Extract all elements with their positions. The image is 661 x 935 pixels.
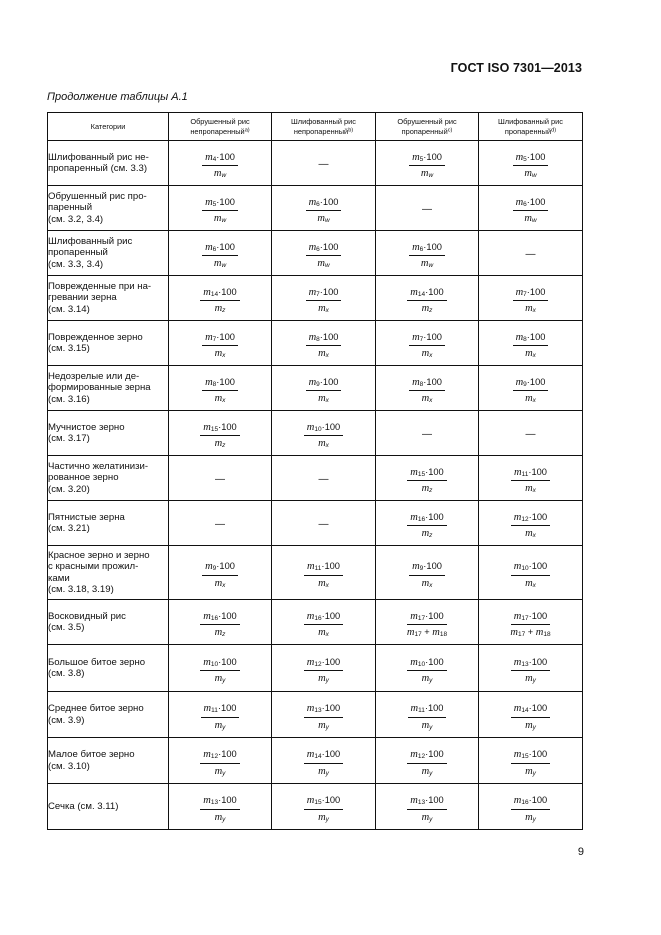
fraction-denominator: $m_{17} + m_{18}$ — [406, 627, 448, 638]
empty-dash: — — [525, 249, 536, 260]
fraction-denominator: $m_x$ — [525, 483, 536, 494]
fraction — [200, 612, 239, 639]
fraction-denominator: $m_x$ — [214, 348, 226, 359]
formula-cell — [479, 546, 583, 600]
table-row — [48, 186, 583, 231]
formula-cell — [272, 784, 376, 830]
formula-cell — [376, 321, 479, 366]
fraction-numerator: $m_7\cdot 100$ — [409, 333, 445, 347]
fraction-numerator: $m_{10}\cdot 100$ — [407, 658, 446, 672]
fraction — [409, 378, 445, 405]
fraction — [407, 468, 446, 495]
fraction-denominator: $m_w$ — [420, 258, 434, 269]
fraction-denominator: $m_x$ — [421, 393, 433, 404]
fraction — [407, 658, 446, 685]
formula-cell — [169, 186, 272, 231]
formula-cell — [272, 546, 376, 600]
table-row — [48, 231, 583, 276]
fraction — [407, 288, 446, 315]
fraction — [513, 198, 549, 225]
table-body — [48, 141, 583, 830]
category-cell: Обрушенный рис про- паренный (см. 3.2, 3.4) — [48, 186, 169, 231]
fraction-numerator: $m_9\cdot 100$ — [409, 562, 445, 576]
formula-cell — [376, 141, 479, 186]
fraction — [306, 288, 342, 315]
table-row — [48, 645, 583, 692]
fraction-denominator: $m_z$ — [421, 303, 433, 314]
header-col-1: Обрушенный рис непропаренный$^{а)}$ — [169, 113, 272, 141]
fraction-denominator: $m_y$ — [214, 719, 226, 731]
formula-cell — [169, 501, 272, 546]
fraction — [306, 243, 342, 270]
formula-cell — [376, 456, 479, 501]
fraction-denominator: $m_y$ — [214, 811, 226, 823]
fraction-numerator: $m_{14}\cdot 100$ — [511, 704, 550, 718]
fraction-denominator: $m_w$ — [213, 213, 227, 224]
fraction — [304, 562, 343, 589]
formula-cell — [169, 231, 272, 276]
fraction-numerator: $m_4\cdot 100$ — [202, 153, 238, 167]
category-cell: Поврежденное зерно (см. 3.15) — [48, 321, 169, 366]
fraction-numerator: $m_9\cdot 100$ — [202, 562, 238, 576]
fraction-numerator: $m_{11}\cdot 100$ — [304, 562, 343, 576]
fraction — [304, 704, 343, 731]
fraction-denominator: $m_w$ — [317, 213, 330, 224]
fraction-numerator: $m_6\cdot 100$ — [513, 198, 549, 212]
fraction-numerator: $m_{14}\cdot 100$ — [304, 750, 343, 764]
header-col-4: Шлифованный рис пропаренный$^{d)}$ — [479, 113, 583, 141]
fraction-numerator: $m_{16}\cdot 100$ — [511, 796, 550, 810]
formula-cell — [169, 645, 272, 692]
fraction — [511, 750, 550, 777]
fraction-numerator: $m_{17}\cdot 100$ — [407, 612, 446, 626]
formula-cell — [479, 784, 583, 830]
fraction-numerator: $m_{11}\cdot 100$ — [201, 704, 240, 718]
fraction-numerator: $m_{15}\cdot 100$ — [407, 468, 446, 482]
page-number: 9 — [577, 846, 584, 858]
category-cell: Среднее битое зерно (см. 3.9) — [48, 692, 169, 738]
category-cell: Поврежденные при на- гревании зерна (см. 3.14) — [48, 276, 169, 321]
formula-cell — [376, 784, 479, 830]
fraction-denominator: $m_z$ — [214, 303, 226, 314]
fraction — [304, 750, 343, 777]
empty-dash: — — [215, 519, 225, 530]
fraction-numerator: $m_{13}\cdot 100$ — [304, 704, 343, 718]
formula-cell — [169, 546, 272, 600]
fraction-numerator: $m_8\cdot 100$ — [202, 378, 238, 392]
fraction-denominator: $m_y$ — [421, 719, 433, 731]
fraction-numerator: $m_5\cdot 100$ — [513, 153, 549, 167]
fraction-denominator: $m_x$ — [421, 577, 433, 589]
table-row — [48, 411, 583, 456]
fraction-numerator: $m_6\cdot 100$ — [306, 198, 342, 212]
header-categories: Категории — [48, 113, 169, 141]
fraction-numerator: $m_5\cdot 100$ — [202, 198, 238, 212]
fraction-denominator: $m_y$ — [525, 765, 536, 777]
table-row — [48, 501, 583, 546]
fraction — [200, 750, 239, 777]
fraction-denominator: $m_z$ — [214, 438, 226, 449]
fraction — [513, 153, 549, 180]
category-cell: Мучнистое зерно (см. 3.17) — [48, 411, 169, 456]
fraction-denominator: $m_w$ — [524, 213, 537, 224]
empty-dash: — — [215, 474, 225, 485]
formula-cell — [479, 321, 583, 366]
fraction — [306, 378, 342, 405]
category-cell: Сечка (см. 3.11) — [48, 784, 169, 830]
fraction-numerator: $m_{15}\cdot 100$ — [511, 750, 550, 764]
fraction — [202, 153, 238, 180]
fraction-denominator: $m_y$ — [214, 673, 226, 684]
formula-cell — [169, 738, 272, 784]
fraction — [200, 288, 239, 315]
fraction-numerator: $m_{10}\cdot 100$ — [304, 423, 343, 437]
fraction — [409, 153, 445, 180]
category-cell: Восковидный рис (см. 3.5) — [48, 600, 169, 645]
fraction-denominator: $m_x$ — [214, 393, 226, 404]
fraction — [304, 612, 343, 639]
fraction-numerator: $m_6\cdot 100$ — [306, 243, 342, 257]
formula-table — [47, 112, 583, 830]
fraction-numerator: $m_{12}\cdot 100$ — [511, 513, 550, 527]
fraction — [513, 288, 549, 315]
formula-cell — [376, 692, 479, 738]
fraction-denominator: $m_z$ — [214, 627, 226, 638]
formula-cell — [376, 276, 479, 321]
table-row — [48, 784, 583, 830]
fraction — [202, 333, 238, 360]
fraction — [408, 704, 447, 731]
fraction — [511, 468, 550, 495]
fraction-denominator: $m_w$ — [317, 258, 330, 269]
fraction-denominator: $m_x$ — [318, 348, 329, 359]
fraction-denominator: $m_w$ — [213, 258, 227, 269]
formula-cell — [376, 411, 479, 456]
category-cell: Шлифованный рис пропаренный (см. 3.3, 3.4) — [48, 231, 169, 276]
formula-cell — [272, 366, 376, 411]
fraction-denominator: $m_x$ — [525, 528, 536, 539]
fraction-denominator: $m_y$ — [318, 811, 329, 823]
fraction-numerator: $m_{11}\cdot 100$ — [408, 704, 447, 718]
fraction-numerator: $m_{12}\cdot 100$ — [304, 658, 343, 672]
empty-dash: — — [525, 429, 536, 440]
fraction — [200, 658, 239, 685]
fraction-numerator: $m_{14}\cdot 100$ — [200, 288, 239, 302]
fraction — [513, 333, 549, 360]
table-row — [48, 141, 583, 186]
empty-dash: — — [318, 474, 329, 485]
fraction-numerator: $m_{16}\cdot 100$ — [407, 513, 446, 527]
fraction-numerator: $m_{13}\cdot 100$ — [200, 796, 239, 810]
table-row — [48, 692, 583, 738]
formula-cell — [479, 276, 583, 321]
fraction — [407, 513, 446, 540]
formula-cell — [376, 501, 479, 546]
formula-cell — [376, 186, 479, 231]
fraction-denominator: $m_z$ — [421, 483, 433, 494]
fraction-denominator: $m_x$ — [525, 303, 536, 314]
fraction-numerator: $m_{10}\cdot 100$ — [200, 658, 239, 672]
formula-cell — [272, 692, 376, 738]
fraction-denominator: $m_y$ — [318, 719, 329, 731]
fraction-numerator: $m_7\cdot 100$ — [306, 288, 342, 302]
formula-cell — [479, 186, 583, 231]
fraction — [202, 562, 238, 589]
fraction — [200, 423, 239, 450]
fraction-denominator: $m_x$ — [525, 348, 536, 359]
category-cell: Недозрелые или де- формированные зерна (см. 3.16) — [48, 366, 169, 411]
fraction — [304, 423, 343, 450]
fraction-denominator: $m_z$ — [421, 528, 433, 539]
fraction-numerator: $m_{16}\cdot 100$ — [304, 612, 343, 626]
fraction-numerator: $m_8\cdot 100$ — [306, 333, 342, 347]
fraction-denominator: $m_{17} + m_{18}$ — [510, 627, 551, 638]
formula-cell — [272, 186, 376, 231]
fraction-denominator: $m_x$ — [318, 577, 329, 589]
formula-cell — [376, 231, 479, 276]
formula-cell — [169, 784, 272, 830]
fraction-denominator: $m_w$ — [420, 168, 434, 179]
fraction — [201, 704, 240, 731]
table-row — [48, 456, 583, 501]
fraction — [407, 750, 446, 777]
formula-cell — [272, 411, 376, 456]
formula-cell — [479, 645, 583, 692]
category-cell: Красное зерно и зерно с красными прожил- ками (см. 3.18, 3.19) — [48, 546, 169, 600]
fraction-denominator: $m_y$ — [421, 811, 433, 823]
table-row — [48, 276, 583, 321]
fraction-numerator: $m_{12}\cdot 100$ — [200, 750, 239, 764]
fraction-denominator: $m_x$ — [421, 348, 433, 359]
fraction — [511, 513, 550, 540]
formula-cell — [376, 645, 479, 692]
fraction — [304, 796, 343, 823]
formula-cell — [479, 366, 583, 411]
fraction — [510, 612, 550, 639]
formula-cell — [272, 321, 376, 366]
fraction — [407, 612, 447, 639]
fraction-denominator: $m_x$ — [525, 577, 536, 589]
fraction — [511, 704, 550, 731]
fraction-denominator: $m_y$ — [525, 719, 536, 731]
empty-dash: — — [422, 204, 432, 215]
table-header-row — [48, 113, 583, 141]
fraction-denominator: $m_w$ — [524, 168, 537, 179]
empty-dash: — — [318, 519, 329, 530]
formula-cell — [479, 411, 583, 456]
formula-cell — [169, 141, 272, 186]
fraction-denominator: $m_y$ — [214, 765, 226, 777]
empty-dash: — — [422, 429, 432, 440]
fraction-numerator: $m_{15}\cdot 100$ — [304, 796, 343, 810]
fraction-numerator: $m_9\cdot 100$ — [306, 378, 342, 392]
fraction-denominator: $m_y$ — [318, 765, 329, 777]
fraction — [200, 796, 239, 823]
header-col-2: Шлифованный рис непропаренный$^{b)}$ — [272, 113, 376, 141]
formula-cell — [479, 738, 583, 784]
formula-cell — [169, 321, 272, 366]
category-cell: Малое битое зерно (см. 3.10) — [48, 738, 169, 784]
fraction-numerator: $m_{13}\cdot 100$ — [407, 796, 446, 810]
formula-cell — [169, 366, 272, 411]
table-caption: Продолжение таблицы А.1 — [47, 91, 188, 103]
formula-cell — [272, 141, 376, 186]
formula-cell — [272, 600, 376, 645]
fraction-denominator: $m_y$ — [318, 673, 329, 684]
fraction-denominator: $m_y$ — [421, 673, 433, 684]
formula-cell — [376, 366, 479, 411]
fraction-numerator: $m_{13}\cdot 100$ — [511, 658, 550, 672]
formula-cell — [376, 738, 479, 784]
fraction — [409, 243, 445, 270]
formula-cell — [272, 231, 376, 276]
fraction-numerator: $m_{11}\cdot 100$ — [511, 468, 550, 482]
fraction — [511, 658, 550, 685]
fraction-numerator: $m_7\cdot 100$ — [202, 333, 238, 347]
fraction-numerator: $m_{15}\cdot 100$ — [200, 423, 239, 437]
fraction — [202, 378, 238, 405]
fraction-numerator: $m_{12}\cdot 100$ — [407, 750, 446, 764]
formula-cell — [169, 276, 272, 321]
formula-cell — [169, 692, 272, 738]
fraction-denominator: $m_x$ — [318, 627, 329, 638]
fraction-numerator: $m_5\cdot 100$ — [409, 153, 445, 167]
fraction — [202, 198, 238, 225]
table-row — [48, 738, 583, 784]
fraction — [306, 198, 342, 225]
fraction-numerator: $m_{16}\cdot 100$ — [200, 612, 239, 626]
table-row — [48, 366, 583, 411]
fraction-numerator: $m_{10}\cdot 100$ — [511, 562, 550, 576]
formula-cell — [272, 738, 376, 784]
category-cell: Шлифованный рис не- пропаренный (см. 3.3) — [48, 141, 169, 186]
formula-cell — [479, 231, 583, 276]
fraction-numerator: $m_9\cdot 100$ — [513, 378, 549, 392]
fraction-denominator: $m_w$ — [213, 168, 227, 179]
fraction-numerator: $m_6\cdot 100$ — [409, 243, 445, 257]
fraction-denominator: $m_y$ — [421, 765, 433, 777]
fraction — [511, 796, 550, 823]
formula-cell — [272, 456, 376, 501]
fraction — [202, 243, 238, 270]
header-col-3: Обрушенный рис пропаренный$^{с)}$ — [376, 113, 479, 141]
fraction-denominator: $m_x$ — [318, 393, 329, 404]
category-cell: Частично желатинизи- рованное зерно (см. 3.20) — [48, 456, 169, 501]
formula-cell — [376, 546, 479, 600]
formula-cell — [376, 600, 479, 645]
fraction — [511, 562, 550, 589]
formula-cell — [272, 276, 376, 321]
fraction — [513, 378, 549, 405]
formula-cell — [169, 411, 272, 456]
formula-cell — [169, 456, 272, 501]
fraction-numerator: $m_{17}\cdot 100$ — [511, 612, 550, 626]
formula-cell — [479, 501, 583, 546]
fraction-numerator: $m_7\cdot 100$ — [513, 288, 549, 302]
fraction — [304, 658, 343, 685]
fraction-denominator: $m_x$ — [214, 577, 226, 589]
formula-cell — [169, 600, 272, 645]
table-row — [48, 546, 583, 600]
category-cell: Пятнистые зерна (см. 3.21) — [48, 501, 169, 546]
fraction-numerator: $m_8\cdot 100$ — [409, 378, 445, 392]
fraction — [409, 562, 445, 589]
fraction-denominator: $m_x$ — [318, 438, 329, 449]
fraction-denominator: $m_y$ — [525, 673, 536, 684]
formula-cell — [272, 501, 376, 546]
formula-cell — [479, 456, 583, 501]
fraction-numerator: $m_{14}\cdot 100$ — [407, 288, 446, 302]
table-row — [48, 321, 583, 366]
formula-cell — [479, 692, 583, 738]
formula-cell — [479, 600, 583, 645]
fraction-denominator: $m_x$ — [525, 393, 536, 404]
category-cell: Большое битое зерно (см. 3.8) — [48, 645, 169, 692]
fraction-denominator: $m_x$ — [318, 303, 329, 314]
fraction — [306, 333, 342, 360]
empty-dash: — — [318, 159, 329, 170]
fraction — [409, 333, 445, 360]
formula-cell — [272, 645, 376, 692]
fraction — [407, 796, 446, 823]
formula-cell — [479, 141, 583, 186]
standard-number: ГОСТ ISO 7301—2013 — [450, 61, 582, 75]
fraction-denominator: $m_y$ — [525, 811, 536, 823]
fraction-numerator: $m_8\cdot 100$ — [513, 333, 549, 347]
table-row — [48, 600, 583, 645]
fraction-numerator: $m_6\cdot 100$ — [202, 243, 238, 257]
